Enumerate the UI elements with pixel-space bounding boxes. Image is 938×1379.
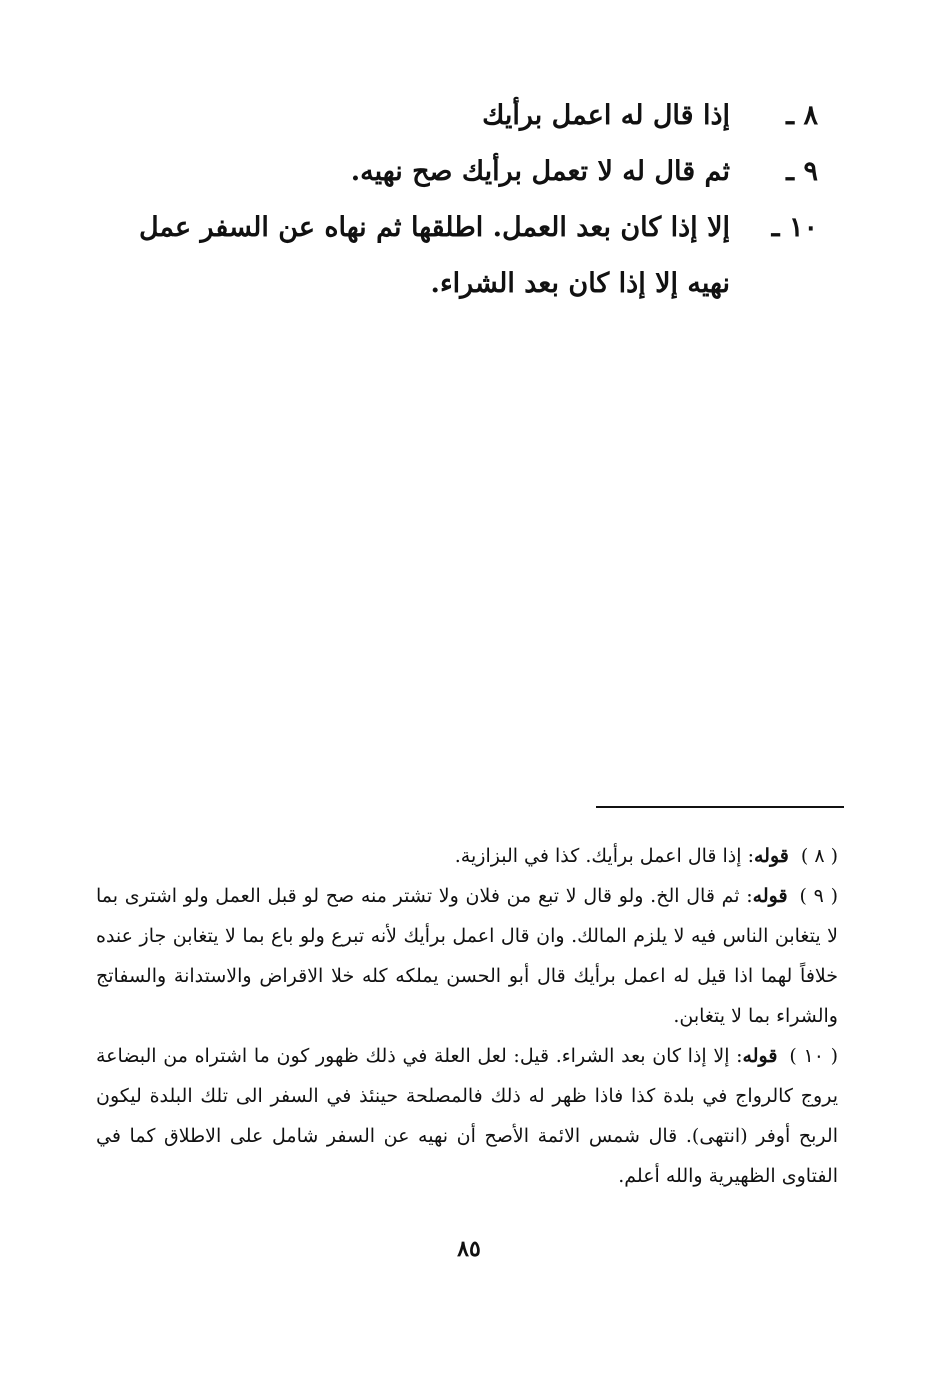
footnote-number: ( ٩ ) — [799, 885, 839, 907]
footnote-text: : إذا قال اعمل برأيك. كذا في البزازية. — [454, 845, 754, 867]
item-text: إلا إذا كان بعد العمل. اطلقها ثم نهاه عن السفر عمل نهيه إلا إذا كان بعد الشراء. — [138, 212, 730, 299]
footnote-separator — [596, 806, 844, 808]
item-text: ثم قال له لا تعمل برأيك صح نهيه. — [350, 156, 730, 187]
numbered-item — [100, 200, 818, 312]
numbered-item — [100, 144, 818, 200]
footnotes — [96, 836, 838, 1196]
item-text: إذا قال له اعمل برأيك — [482, 100, 730, 131]
footnote-keyword: قوله — [754, 845, 789, 867]
item-number: ١٠ ـ — [771, 212, 818, 243]
footnote — [96, 876, 838, 1036]
page-number: ٨٥ — [457, 1236, 481, 1262]
footnote — [96, 1036, 838, 1196]
footnote-text: : ثم قال الخ. ولو قال لا تبع من فلان ولا تشتر منه صح لو قبل العمل ولو اشترى بما لا يتغابن الناس فيه لا يلزم المالك. وان قال اعمل برأيك لأنه تبرع ولو باع بما لا يتغابن جاز عنده خلافاً لهما اذا قيل له اعمل برأيك قال أبو الحسن يملكه كله خلا الاقراض والاستدانة والسفاتج والشراء بما لا يتغابن. — [96, 885, 838, 1027]
item-number: ٩ ـ — [786, 156, 818, 187]
item-number: ٨ ـ — [786, 100, 818, 131]
footnote-keyword: قوله — [752, 885, 788, 907]
footnote-number: ( ١٠ ) — [789, 1045, 839, 1067]
numbered-item — [100, 88, 818, 144]
footnote-number: ( ٨ ) — [800, 845, 838, 867]
main-text — [100, 88, 818, 312]
footnote-text: : إلا إذا كان بعد الشراء. قيل: لعل العلة في ذلك ظهور كون ما اشتراه من البضاعة يروج كالرواج في بلدة كذا فاذا ظهر له ذلك فالمصلحة حينئذ في السفر الى تلك البلدة ليكون الربح أوفر (انتهى). قال شمس الائمة الأصح أن نهيه عن السفر شامل على الاطلاق كما في الفتاوى الظهيرية والله أعلم. — [96, 1045, 838, 1187]
footnote-keyword: قوله — [742, 1045, 778, 1067]
footnote — [96, 836, 838, 876]
